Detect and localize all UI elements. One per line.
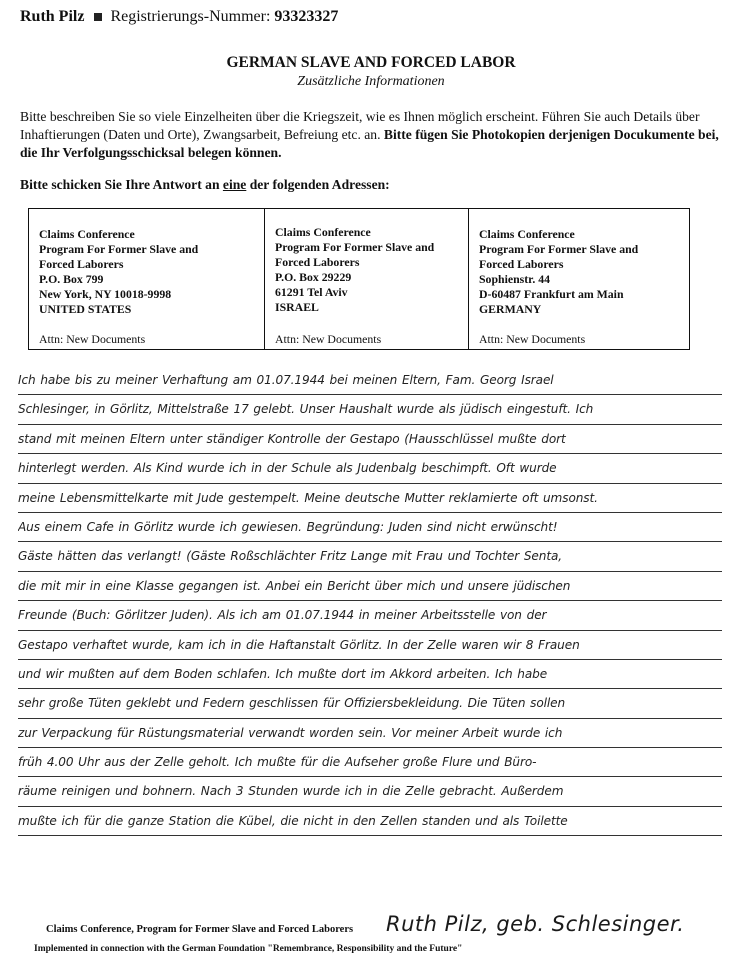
footer-organization: Claims Conference, Program for Former Slave and Forced Laborers: [46, 924, 354, 935]
handwritten-line: Schlesinger, in Görlitz, Mittelstraße 17 gelebt. Unser Haushalt wurde als jüdisch eingestuft. Ich: [18, 395, 722, 424]
handwritten-line: Freunde (Buch: Görlitzer Juden). Als ich am 01.07.1944 in meiner Arbeitsstelle von der: [18, 601, 722, 630]
address-line: Program For Former Slave and: [479, 242, 639, 256]
address-line: ISRAEL: [275, 300, 319, 314]
address-line: New York, NY 10018-9998: [39, 287, 172, 301]
handwritten-line: Ich habe bis zu meiner Verhaftung am 01.07.1944 bei meinen Eltern, Fam. Georg Israel: [18, 366, 722, 395]
address-attn: Attn: New Documents: [275, 332, 382, 346]
handwritten-line: Aus einem Cafe in Görlitz wurde ich gewiesen. Begründung: Juden sind nicht erwünscht!: [18, 513, 722, 542]
handwritten-line: sehr große Tüten geklebt und Federn geschlissen für Offiziersbekleidung. Die Tüten sollen: [18, 689, 722, 718]
address-line: Program For Former Slave and: [39, 242, 199, 256]
handwritten-line: hinterlegt werden. Als Kind wurde ich in der Schule als Judenbalg beschimpft. Oft wurde: [18, 454, 722, 483]
address-line: UNITED STATES: [39, 302, 132, 316]
registration-number: 93323327: [274, 8, 339, 25]
address-line: P.O. Box 799: [39, 272, 104, 286]
applicant-name: Ruth Pilz: [20, 8, 85, 25]
handwritten-line: räume reinigen und bohnern. Nach 3 Stunden wurde ich in die Zelle gebracht. Außerdem: [18, 777, 722, 806]
handwritten-line: meine Lebensmittelkarte mit Jude gestempelt. Meine deutsche Mutter reklamierte oft umsonst.: [18, 484, 722, 513]
handwritten-line: Gäste hätten das verlangt! (Gäste Roßschlächter Fritz Lange mit Frau und Tochter Senta,: [18, 542, 722, 571]
instructions-text: Bitte beschreiben Sie so viele Einzelheiten über die Kriegszeit, wie es Ihnen möglich erscheint. Führen Sie auch Details über Inhaftierungen (Daten und Orte), Zwangsarbeit, Befreiung etc. an.: [20, 109, 700, 142]
address-new-york: [28, 209, 264, 349]
send-to-before: Bitte schicken Sie Ihre Antwort an: [20, 177, 223, 192]
address-line: Sophienstr. 44: [479, 272, 551, 286]
instructions-bold-text: Bitte fügen Sie Photokopien derjenigen Docukumente bei, die Ihr Verfolgungsschicksal belegen können.: [20, 127, 719, 160]
address-frankfurt: [468, 209, 690, 349]
handwritten-line: die mit mir in eine Klasse gegangen ist. Anbei ein Bericht über mich und unsere jüdischen: [18, 572, 722, 601]
handwritten-line: und wir mußten auf dem Boden schlafen. Ich mußte dort im Akkord arbeiten. Ich habe: [18, 660, 722, 689]
address-line: Forced Laborers: [39, 257, 124, 271]
address-line: Forced Laborers: [479, 257, 564, 271]
handwritten-signature: Ruth Pilz, geb. Schlesinger.: [386, 912, 685, 936]
address-line: GERMANY: [479, 302, 542, 316]
address-line: D-60487 Frankfurt am Main: [479, 287, 624, 301]
address-attn: Attn: New Documents: [479, 332, 586, 346]
handwritten-line: Gestapo verhaftet wurde, kam ich in die Haftanstalt Görlitz. In der Zelle waren wir 8 Frauen: [18, 631, 722, 660]
instructions-paragraph: [20, 108, 722, 162]
document-subtitle: Zusätzliche Informationen: [297, 74, 445, 89]
document-title: GERMAN SLAVE AND FORCED LABOR: [226, 54, 516, 71]
address-tel-aviv: [264, 209, 468, 349]
handwritten-line: stand mit meinen Eltern unter ständiger Kontrolle der Gestapo (Hausschlüssel mußte dort: [18, 425, 722, 454]
address-line: Program For Former Slave and: [275, 240, 435, 254]
registration-label: Registrierungs-Nummer:: [110, 8, 271, 25]
address-line: Claims Conference: [39, 227, 135, 241]
address-table: [28, 208, 690, 350]
address-line: Claims Conference: [479, 227, 575, 241]
handwritten-line: früh 4.00 Uhr aus der Zelle geholt. Ich mußte für die Aufseher große Flure und Büro-: [18, 748, 722, 777]
applicant-header: [20, 8, 338, 26]
handwritten-line: zur Verpackung für Rüstungsmaterial verwandt worden sein. Vor meiner Arbeit wurde ich: [18, 719, 722, 748]
send-to-heading: [20, 177, 390, 193]
square-bullet-icon: [94, 13, 102, 21]
address-line: Claims Conference: [275, 225, 371, 239]
send-to-after: der folgenden Adressen:: [246, 177, 390, 192]
address-line: P.O. Box 29229: [275, 270, 352, 284]
address-attn: Attn: New Documents: [39, 332, 146, 346]
handwritten-line: mußte ich für die ganze Station die Kübel, die nicht in den Zellen standen und als Toilette: [18, 807, 722, 836]
handwritten-testimony: [18, 366, 722, 836]
send-to-underlined: eine: [222, 177, 247, 192]
footer-implementation-note: Implemented in connection with the German Foundation "Remembrance, Responsibility and the Future": [34, 944, 463, 954]
address-line: Forced Laborers: [275, 255, 360, 269]
address-line: 61291 Tel Aviv: [275, 285, 348, 299]
